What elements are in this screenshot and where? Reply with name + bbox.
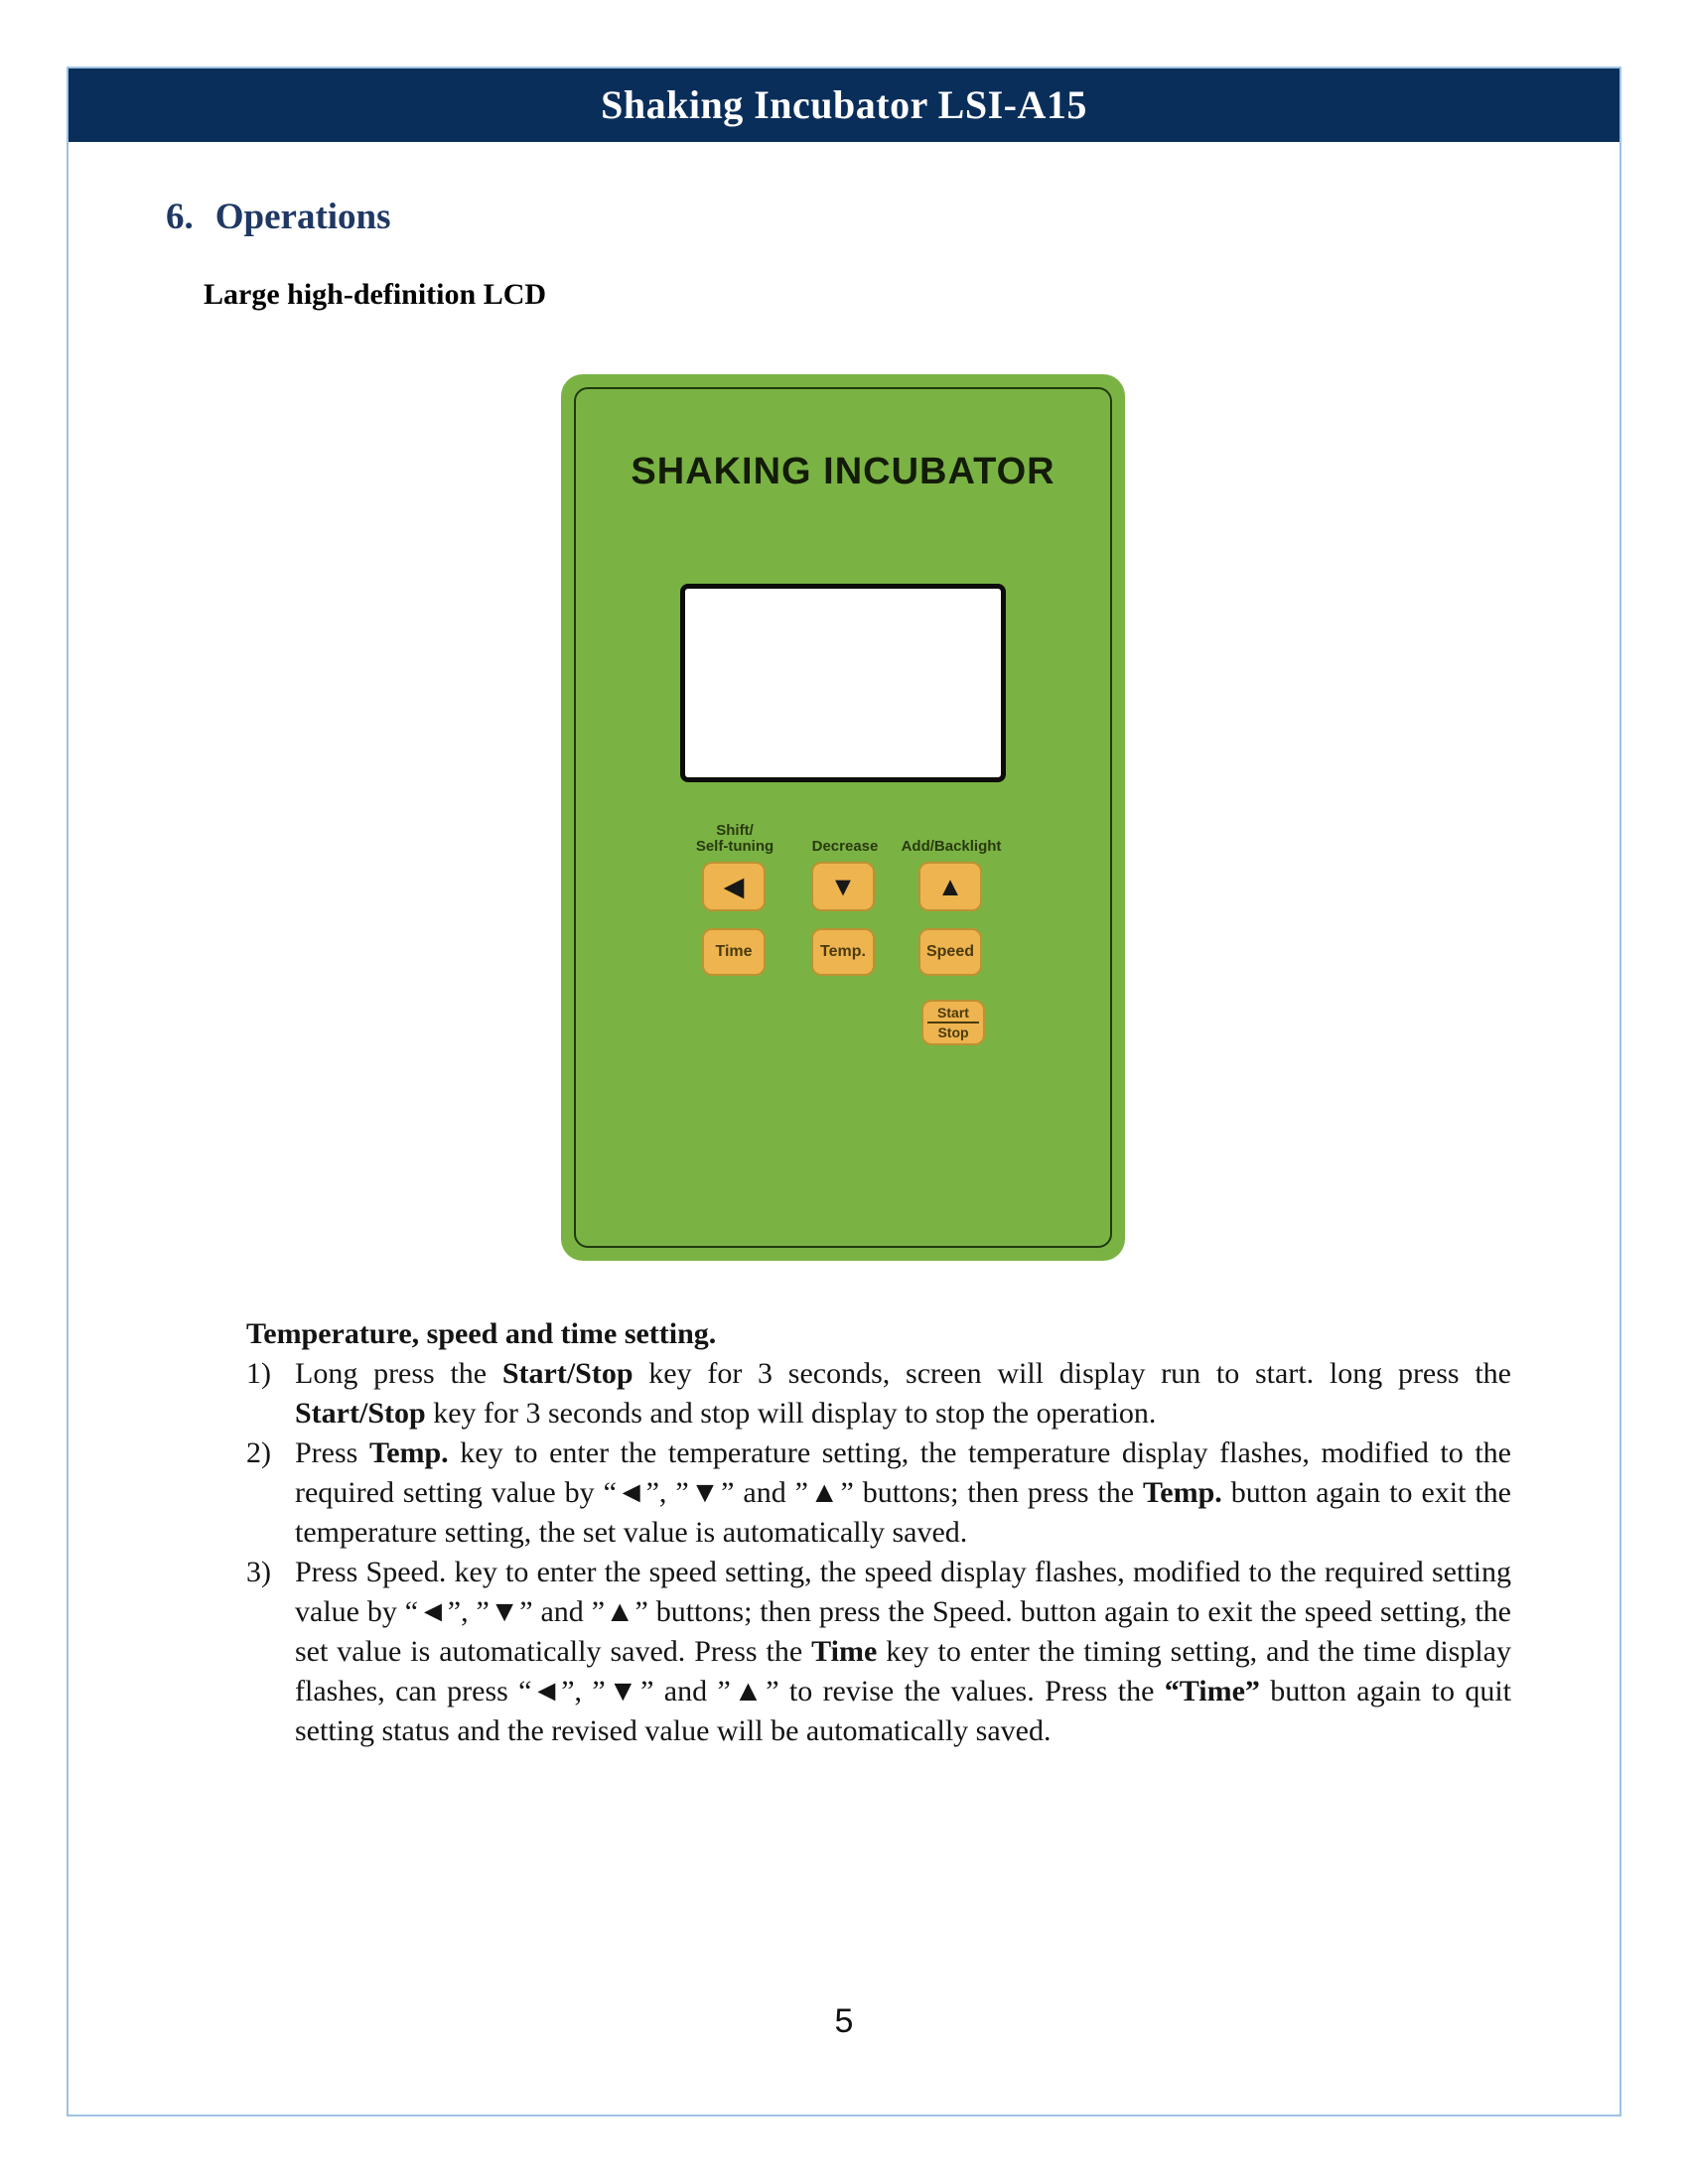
down-arrow-icon: ▼ [829,871,857,901]
start-stop-divider [927,1022,979,1024]
temp-key: Temp. [811,928,875,976]
subsection-title: Large high-definition LCD [204,278,547,311]
shift-key [702,862,766,911]
decrease-label: Decrease [811,838,879,855]
decrease-key [811,862,875,911]
add-backlight-label: Add/Backlight [901,838,1002,855]
shift-label-line1: Shift/ [716,822,754,839]
left-arrow-icon: ◀ [723,871,745,901]
document-title: Shaking Incubator LSI-A15 [601,82,1087,127]
list-item-number: 1) [246,1357,271,1390]
shift-self-tuning-label [696,823,774,855]
panel-title: SHAKING INCUBATOR [631,451,1055,492]
list-item: 1) Long press the Start/Stop key for 3 seconds, screen will display run to start. long press the Start/Stop key for 3 seconds and stop will display to stop the operation. [246,1354,1511,1433]
start-stop-key [921,1000,985,1045]
list-item-number: 2) [246,1436,271,1469]
stop-label: Stop [937,1024,969,1040]
section-heading [166,196,391,239]
list-item: 3) Press Speed. key to enter the speed setting, the speed display flashes, modified to the required setting value by “◄”, ”▼” and ”▲” buttons; then press the Speed. button again to exit the speed setting, the set value is automatically saved. Press the Time key to enter the timing setting, and the time display flashes, can press “◄”, ”▼” and ”▲” to revise the values. Press the “Time” button again to quit setting status and the revised value will be automatically saved. [246,1553,1511,1751]
panel-inner-border [574,387,1112,1248]
list-item: 2) Press Temp. key to enter the temperature setting, the temperature display flashes, modified to the required setting value by “◄”, ”▼” and ”▲” buttons; then press the Temp. button again to exit the temperature setting, the set value is automatically saved. [246,1433,1511,1553]
lcd-screen [680,584,1006,782]
page-border [67,67,1621,2116]
instructions-heading: Temperature, speed and time setting. [246,1317,717,1350]
up-arrow-icon: ▲ [936,871,964,901]
start-label: Start [937,1005,969,1021]
shift-label-line2: Self-tuning [695,838,774,855]
instructions-block [246,1314,1511,1751]
list-item-number: 3) [246,1556,271,1588]
control-panel-illustration [561,374,1125,1261]
header-bar [69,68,1619,142]
section-number: 6. [166,197,194,237]
add-backlight-key [918,862,982,911]
time-key: Time [702,928,766,976]
section-title: Operations [214,197,391,237]
numbered-list [246,1354,1511,1751]
speed-key: Speed [918,928,982,976]
page-number: 5 [834,2002,854,2040]
